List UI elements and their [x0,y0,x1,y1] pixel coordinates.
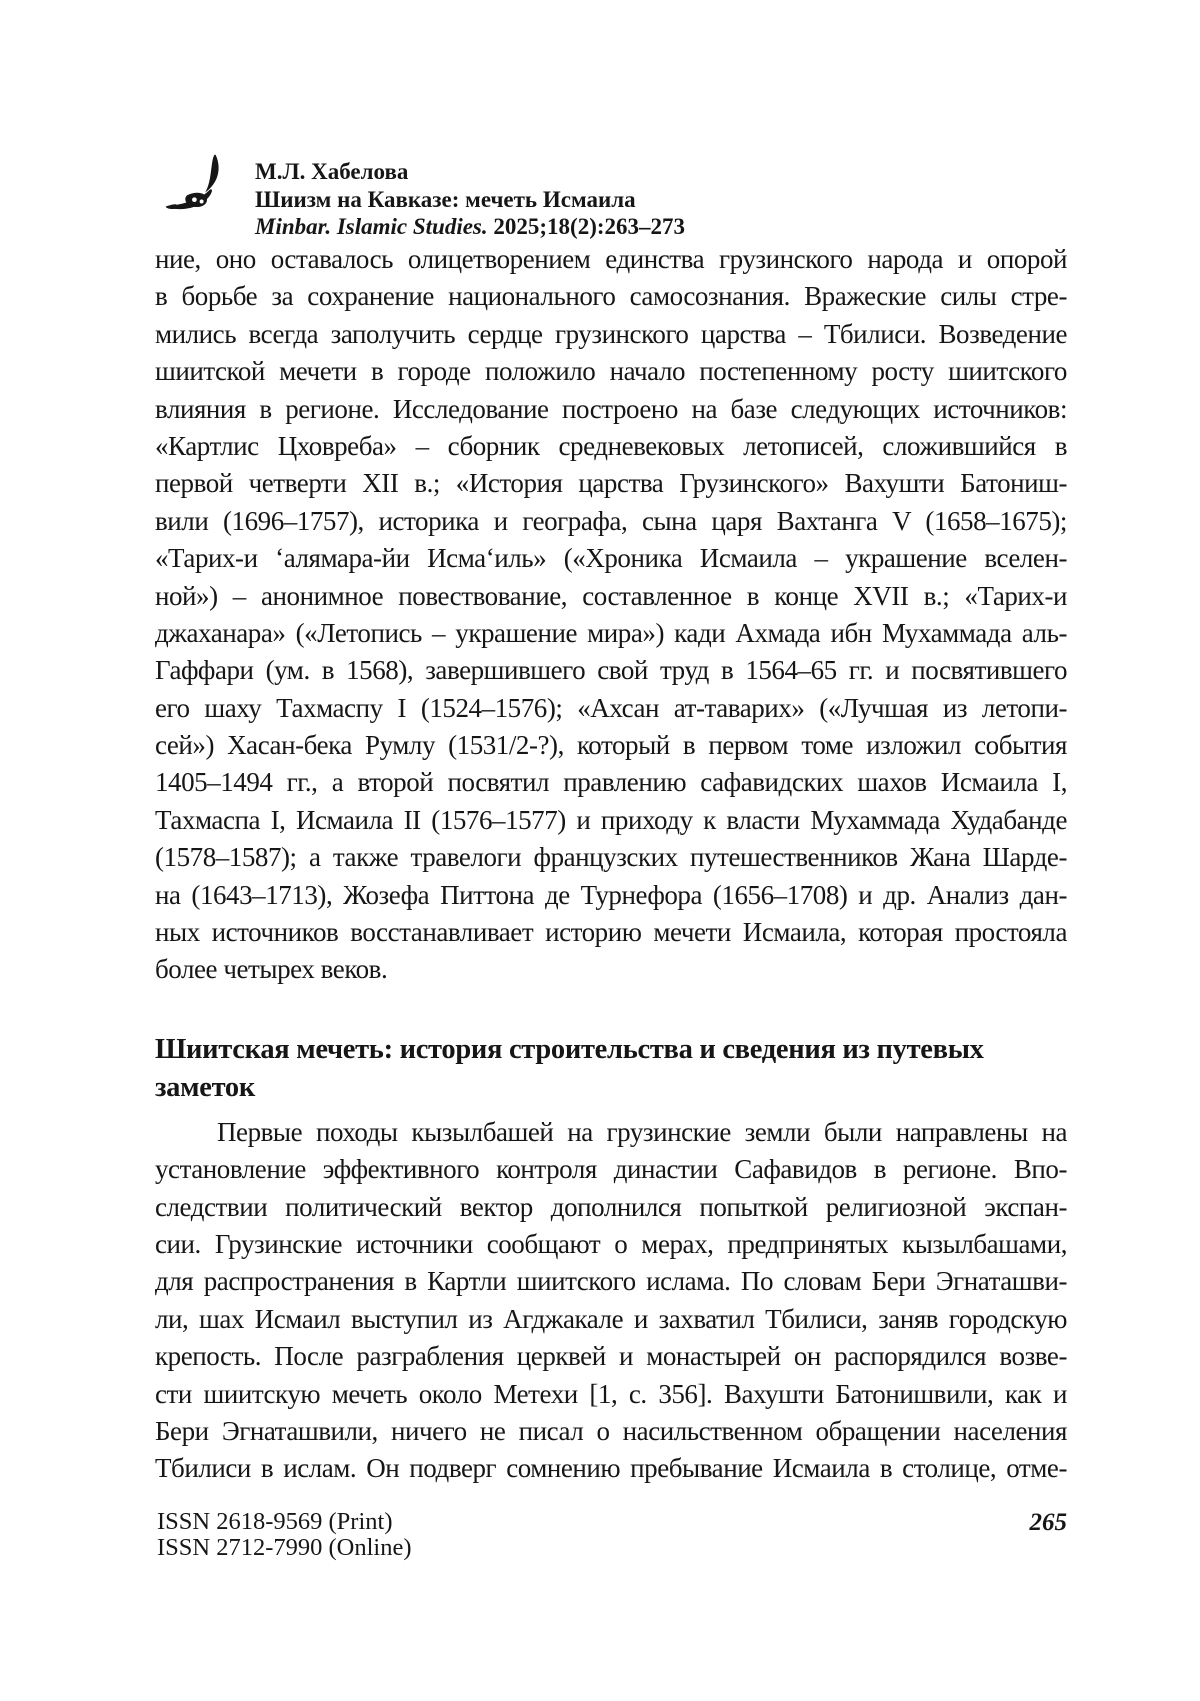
text-line: «Тарих-и ‘алямара-йи Исма‘иль» («Хроника Исмаила – украшение вселен- [155,543,1067,574]
text-line: Тбилиси в ислам. Он подверг сомнению пребывание Исмаила в столице, отме- [155,1453,1067,1484]
text-line: ной») – анонимное повествование, составленное в конце XVII в.; «Тарих-и [155,580,1067,611]
text-line: шиитской мечети в городе положило начало постепенному росту шиитского [155,356,1067,387]
text-line: вили (1696–1757), историка и географа, сына царя Вахтанга V (1658–1675); [155,505,1067,536]
text-column [155,241,1067,1488]
journal-citation: 2025;18(2):263–273 [487,214,686,239]
text-line: сии. Грузинские источники сообщают о мерах, предпринятых кызылбашами, [155,1228,1067,1259]
article-title: Шиизм на Кавказе: мечеть Исмаила [255,186,636,212]
journal-name: Minbar. Islamic Studies. [255,214,488,239]
text-line: сти шиитскую мечеть около Метехи [1, с. 356]. Вахушти Батонишвили, как и [155,1378,1067,1409]
running-head [255,158,685,241]
text-line: сей») Хасан-бека Румлу (1531/2-?), который в первом томе изложил события [155,730,1067,761]
text-line: установление эффективного контроля династии Сафавидов в регионе. Впо- [155,1154,1067,1185]
text-line: крепость. После разграбления церквей и монастырей он распорядился возве- [155,1341,1067,1372]
section-heading-line: заметок [155,1071,255,1103]
journal-logo-icon [160,152,236,224]
text-line: более четырех веков. [155,954,388,985]
text-line: следствии политический вектор дополнился попыткой религиозной экспан- [155,1191,1067,1222]
issn-print: ISSN 2618-9569 (Print) [157,1508,393,1535]
text-line: Бери Эгнаташвили, ничего не писал о насильственном обращении населения [155,1415,1067,1446]
page-number: 265 [1029,1509,1067,1536]
text-line: джаханара» («Летопись – украшение мира») кади Ахмада ибн Мухаммада аль- [155,617,1067,648]
journal-reference [255,213,685,241]
text-line: первой четверти XII в.; «История царства Грузинского» Вахушти Батониш- [155,468,1067,499]
text-line: Гаффари (ум. в 1568), завершившего свой труд в 1564–65 гг. и посвятившего [155,655,1067,686]
page-footer [157,1509,1067,1561]
text-line: «Картлис Цховреба» – сборник средневековых летописей, сложившийся в [155,430,1067,461]
paragraph-2 [155,1114,1067,1488]
text-line: для распространения в Картли шиитского ислама. По словам Бери Эгнаташви- [155,1266,1067,1297]
text-line: влияния в регионе. Исследование построено на базе следующих источников: [155,393,1067,424]
section-heading-line: Шиитская мечеть: история строительства и сведения из путевых [155,1033,984,1065]
text-line: Тахмаспа I, Исмаила II (1576–1577) и приходу к власти Мухаммада Худабанде [155,804,1067,835]
paragraph-1 [155,241,1067,989]
text-line: ных источников восстанавливает историю мечети Исмаила, которая простояла [155,917,1067,948]
issn-block [157,1509,412,1561]
text-line: 1405–1494 гг., а второй посвятил правлению сафавидских шахов Исмаила I, [155,767,1067,798]
text-line: его шаху Тахмаспу I (1524–1576); «Ахсан ат-таварих» («Лучшая из летопи- [155,692,1067,723]
text-line: в борьбе за сохранение национального самосознания. Вражеские силы стре- [155,281,1067,312]
text-line: (1578–1587); а также травелоги французских путешественников Жана Шарде- [155,842,1067,873]
issn-online: ISSN 2712-7990 (Online) [157,1534,412,1561]
text-line: на (1643–1713), Жозефа Питтона де Турнефора (1656–1708) и др. Анализ дан- [155,879,1067,910]
text-line: ли, шах Исмаил выступил из Агджакале и захватил Тбилиси, заняв городскую [155,1303,1067,1334]
author-name: М.Л. Хабелова [255,159,409,184]
text-line: ние, оно оставалось олицетворением единства грузинского народа и опорой [155,244,1067,274]
text-line: мились всегда заполучить сердце грузинского царства – Тбилиси. Возведение [155,318,1067,349]
section-heading [155,1031,1067,1107]
text-line: Первые походы кызылбашей на грузинские земли были направлены на [217,1116,1067,1147]
